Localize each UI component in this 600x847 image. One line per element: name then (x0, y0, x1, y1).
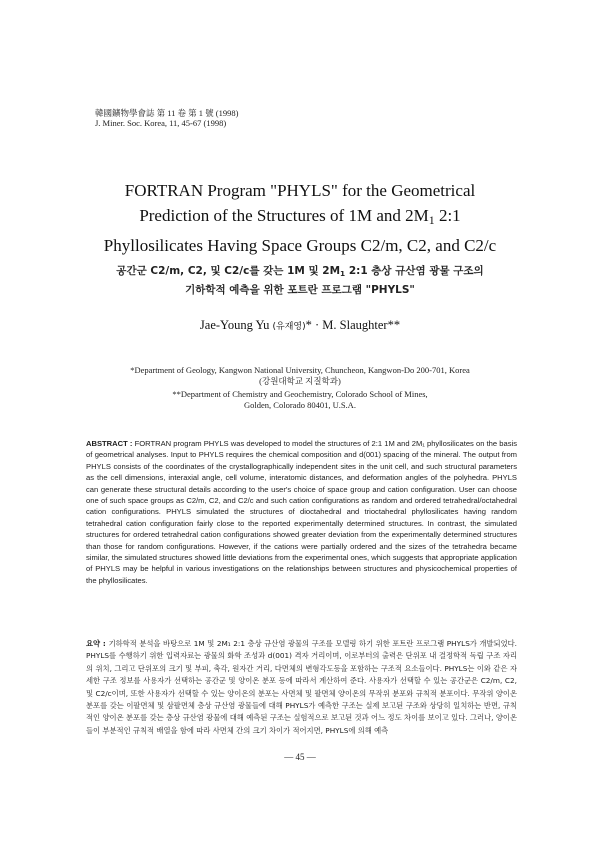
author-1-mark: * (305, 318, 312, 332)
abstract-korean (86, 638, 517, 737)
abstract-english (86, 438, 517, 586)
journal-citation (95, 108, 238, 128)
author-list (60, 318, 540, 333)
author-1-korean-name: (유재영) (272, 322, 306, 332)
korean-title-line-2: 기하학적 예측을 위한 포트란 프로그램 "PHYLS" (185, 283, 415, 296)
korean-abstract-label: 요약 : (86, 639, 109, 648)
author-separator: · (311, 318, 323, 332)
author-2-mark: ** (387, 318, 401, 332)
title-line-2-subscript: 1 (428, 212, 435, 227)
affiliation-2-line-2: Golden, Colorado 80401, U.S.A. (244, 400, 356, 410)
journal-citation-english: J. Miner. Soc. Korea, 11, 45-67 (1998) (95, 118, 227, 128)
title-line-2 (60, 203, 540, 233)
title-line-2-b: 2:1 (434, 206, 461, 225)
korean-title (60, 263, 540, 298)
abstract-label: ABSTRACT : (86, 439, 135, 448)
affiliation-1-english: *Department of Geology, Kangwon National University, Chuncheon, Kangwon-Do 200-701, Korea (130, 365, 470, 375)
affiliation-2-line-1: **Department of Chemistry and Geochemistry, Colorado School of Mines, (172, 389, 428, 399)
korean-abstract-text: 기하학적 분석을 바탕으로 1M 및 2M₁ 2:1 층상 규산염 광물의 구조를 모델링 하기 위한 포트란 프로그램 PHYLS가 개발되었다. PHYLS를 수행하기 위한 입력자료는 광물의 화학 조성과 d(001) 격자 거리이며, 이로부터의 출력은 단위포 내 결정학적 독립 구조 자리의 위치, 그리고 단위포의 크기 및 부피, 축각, 원자간 거리, 다면체의 변형각도등을 포함하는 구조적 요소들이다. PHYLS는 이와 같은 자세한 구조 정보를 사용자가 선택하는 공간군 및 양이온 분포 등에 따라서 계산하여 준다. 사용자가 선택할 수 있는 공간군은 C2/m, C2, 및 C2/c이며, 또한 사용자가 선택할 수 있는 양이온의 분포는 사면체 및 팔면체 양이온의 무작위 분포와 규칙적 분포이다. 무작위 양이온 분포를 갖는 이팔면체 및 삼팔면체 층상 규산염 광물들에 대해 PHYLS가 예측한 구조는 실제 보고된 구조와 상당히 일치하는 반면, 규칙적인 양이온 분포를 갖는 층상 규산염 광물에 대해 예측된 구조는 실험적으로 보고된 것과 어느 정도 차이를 보이고 있다. 그러나, 양이온들이 부분적인 규칙적 배열을 함에 따라 사면체 간의 크기 차이가 적어지면, PHYLS에 의해 예측 (86, 639, 517, 735)
title-line-1: FORTRAN Program "PHYLS" for the Geometrical (124, 181, 476, 200)
affiliation-1-korean: (강원대학교 지질학과) (259, 376, 341, 386)
korean-title-subscript: 1 (340, 268, 346, 278)
korean-title-line-1-a: 공간군 C2/m, C2, 및 C2/c를 갖는 1M 및 2M (116, 265, 341, 277)
korean-title-line-1-b: 2:1 층상 규산염 광물 구조의 (345, 265, 484, 277)
paper-title (60, 178, 540, 258)
title-line-3: Phyllosilicates Having Space Groups C2/m, C2, and C2/c (103, 235, 497, 255)
affiliation-2 (60, 389, 540, 411)
author-1-name: Jae-Young Yu (199, 318, 270, 332)
affiliation-1 (60, 365, 540, 387)
author-2-name: M. Slaughter (322, 318, 388, 332)
abstract-text: FORTRAN program PHYLS was developed to model the structures of 2:1 1M and 2M₁ phyllosilicates on the basis of geometrical analyses. Input to PHYLS requires the chemical composition and d(001) spacing of the mineral. The output from PHYLS consists of the coordinates of the crystallographically independent sites in the unit cell, and such structural parameters as the cell dimensions, interaxial angle, cell volume, interatomic distances, and deformation angles of the polyhedra. PHYLS can generate these structural details according to the user's choice of space group and cation configuration. User can choose one of such space groups as C2/m, C2, and C2/c and such cation configurations as random and ordered tetrahedral/octahedral cation configurations. PHYLS simulated the structures of dioctahedral and trioctahedral phyllosilicates having random tetrahedral cation configuration fairly close to the reported experimentally determined structures. In contrast, the simulated structures for ordered tetrahedral cation configurations showed greater deviation from the experimentally determined structures than those for random configurations. However, if the cations were partially ordered and the sizes of the tetrahedra became similar, the simulated structures showed little deviations from the experimental ones, which suggests that appropriate application of PHYLS may be helpful in various investigations on the relationships between structures and physicochemical properties of the phyllosilicates. (86, 439, 517, 585)
title-line-2-a: Prediction of the Structures of 1M and 2M (139, 206, 429, 225)
page-number: — 45 — (284, 752, 316, 762)
journal-citation-korean: 韓國鑛物學會誌 第 11 卷 第 1 號 (1998) (95, 108, 239, 118)
korean-title-line-1 (60, 263, 540, 282)
